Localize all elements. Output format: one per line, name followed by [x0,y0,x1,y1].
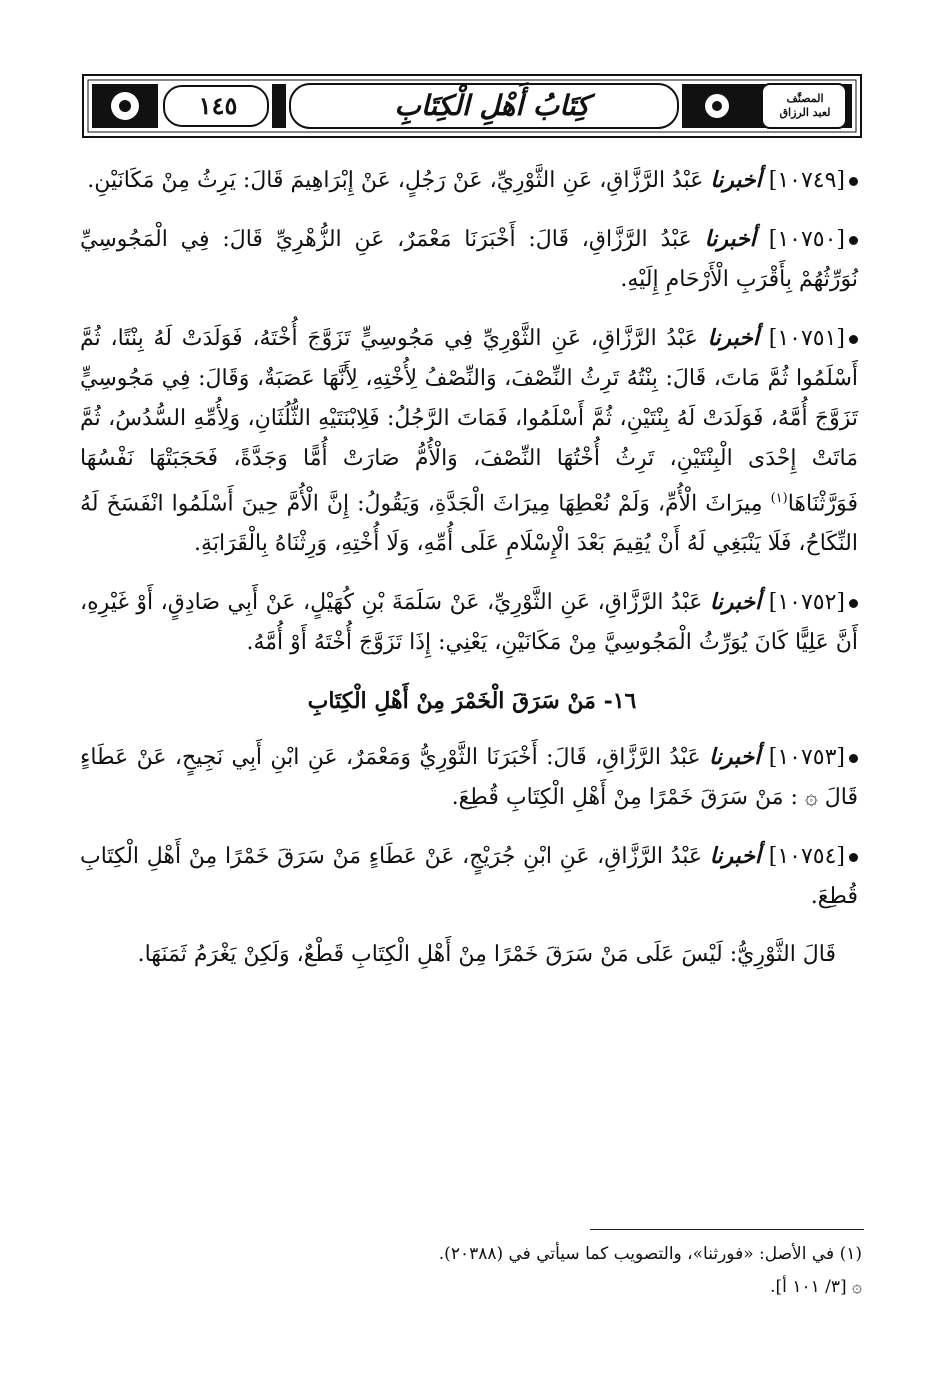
hadith-entry [80,582,864,663]
bullet-icon [849,853,858,862]
hadith-lead: أخبرنا [710,167,762,193]
footnotes [300,1238,862,1304]
hadith-entry [80,219,864,300]
hadith-text: عَبْدُ الرَّزَّاقِ، قَالَ: أَخْبَرَنَا مَعْمَرٌ، عَنِ الزُّهْرِيِّ قَالَ: فِي الْمَجُوسِيِّ نُوَرِّثُهُمْ بِأَقْرَبِ الْأَرْحَامِ إِلَيْهِ. [80,227,858,292]
hadith-text: عَبْدُ الرَّزَّاقِ، قَالَ: أَخْبَرَنَا الثَّوْرِيُّ وَمَعْمَرٌ، عَنِ ابْنِ أَبِي نَجِيحٍ، عَنْ عَطَاءٍ قَالَ ۞ : مَنْ سَرَقَ خَمْرًا مِنْ أَهْلِ الْكِتَابِ قُطِعَ. [80,745,858,811]
logo-line-1: المصنَّف [786,92,824,105]
hadith-lead: أخبرنا [707,325,759,351]
hadith-lead: أخبرنا [709,744,761,771]
hadith-text: عَبْدُ الرَّزَّاقِ، عَنِ الثَّوْرِيِّ فِي مَجُوسِيٍّ تَزَوَّجَ أُخْتَهُ، فَوَلَدَتْ لَهُ بِنْتًا، ثُمَّ أَسْلَمُوا ثُمَّ مَاتَ، قَالَ: بِنْتُهُ تَرِثُ النِّصْفَ، وَالنِّصْفُ لِأُخْتِهِ، لِأَنَّهَا عَصَبَةٌ، وَقَالَ: فِي مَجُوسِيٍّ تَزَوَّجَ أُمَّهُ، فَوَلَدَتْ لَهُ بِنْتَيْنِ، ثُمَّ أَسْلَمُوا، فَمَاتَ الرَّجُلُ: فَلِابْنَتَيْهِ الثُّلُثَانِ، وَلِأُمِّهِ السُّدُسُ، ثُمَّ مَاتَتْ إِحْدَى الْبِنْتَيْنِ، تَرِثُ أُخْتُهَا النِّصْفَ، وَالْأُمُّ صَارَتْ أُمًّا وَجَدَّةً، فَحَجَبَتْهَا نَفْسُهَا فَوَرَّثْنَاهَا [80,326,858,517]
closing-paragraph: قَالَ الثَّوْرِيُّ: لَيْسَ عَلَى مَنْ سَرَقَ خَمْرًا مِنْ أَهْلِ الْكِتَابِ قَطْعٌ، وَلَكِنْ يَغْرَمُ ثَمَنَهَا. [137,942,836,968]
hadith-number: [١٠٧٤٩] [768,168,845,193]
hadith-lead: أخبرنا [709,589,762,616]
hadith-text: عَبْدُ الرَّزَّاقِ، عَنِ الثَّوْرِيِّ، عَنْ سَلَمَةَ بْنِ كُهَيْلٍ، عَنْ أَبِي صَادِقٍ، أَوْ غَيْرِهِ، أَنَّ عَلِيًّا كَانَ يُوَرِّثُ الْمَجُوسِيَّ مِنْ مَكَانَيْنِ، يَعْنِي: إِذَا تَزَوَّجَ أُخْتَهُ أَوْ أُمَّهُ. [80,590,858,656]
hadith-number: [١٠٧٥٤] [768,844,846,870]
footnote-1: (١) في الأصل: «فورثنا»، والتصويب كما سيأتي في (٢٠٣٨٨). [438,1244,862,1264]
hadith-text: عَبْدُ الرَّزَّاقِ، عَنِ ابْنِ جُرَيْجٍ، عَنْ عَطَاءٍ مَنْ سَرَقَ خَمْرًا مِنْ أَهْلِ الْكِتَابِ قُطِعَ. [80,844,858,910]
main-text [80,160,864,975]
hadith-entry [80,318,864,564]
logo-line-2: لعبد الرزاق [779,106,831,119]
section-heading: ١٦- مَنْ سَرَقَ الْخَمْرَ مِنْ أَهْلِ الْكِتَابِ [307,688,637,715]
footnote-2: ۞ [٣/ ١٠١ أ]. [770,1277,862,1297]
hadith-entry [80,737,864,818]
hadith-lead: أخبرنا [704,226,756,252]
hadith-number: [١٠٧٥٠] [768,227,846,252]
bullet-icon [849,236,858,245]
footnote-divider [590,1229,864,1230]
hadith-lead: أخبرنا [709,843,762,870]
bullet-icon [849,177,858,186]
bullet-icon [849,754,858,763]
hadith-number: [١٠٧٥٢] [768,590,845,616]
hadith-number: [١٠٧٥٣] [768,745,845,771]
bullet-icon [849,599,858,608]
hadith-entry [80,160,864,201]
running-title: كِتَابُ أَهْلِ الْكِتَابِ [394,88,590,122]
hadith-text-continued: مِيرَاثَ الْأُمِّ، وَلَمْ نُعْطِهَا مِيرَاثَ الْجَدَّةِ، وَيَقُولُ: إِنَّ الْأُمَّ حِينَ أَسْلَمُوا انْفَسَخَ لَهُ النِّكَاحُ، فَلَا يَنْبَغِي لَهُ أَنْ يُقِيمَ بَعْدَ الْإِسْلَامِ عَلَى أُمِّهِ، وَلَا أُخْتِهِ، وَرِثْنَاهُ بِالْقَرَابَةِ. [80,491,858,557]
hadith-text: عَبْدُ الرَّزَّاقِ، عَنِ الثَّوْرِيِّ، عَنْ رَجُلٍ، عَنْ إِبْرَاهِيمَ قَالَ: يَرِثُ مِنْ مَكَانَيْنِ. [87,168,704,193]
hadith-number: [١٠٧٥١] [768,326,845,351]
book-logo [770,86,840,126]
hadith-entry [80,836,864,917]
bullet-icon [849,335,858,344]
page-header [82,74,862,138]
footnote-ref[interactable]: (١) [770,491,788,506]
page-number: ١٤٥ [198,90,238,120]
